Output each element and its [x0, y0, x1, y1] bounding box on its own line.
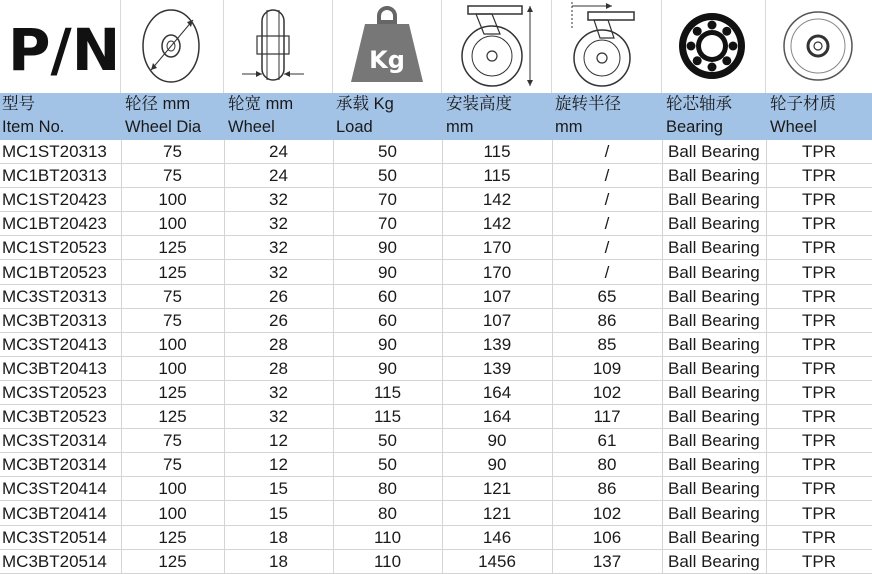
- table-header: [0, 93, 872, 140]
- header-mount-height: [446, 93, 551, 140]
- column-divider: [442, 140, 443, 573]
- cell-bearing: Ball Bearing: [668, 262, 760, 282]
- cell-wheel-width: 12: [269, 455, 288, 475]
- cell-mount-height: 164: [482, 383, 512, 402]
- cell-wheel-dia: 75: [163, 431, 182, 451]
- header-wheel-material: [770, 93, 870, 140]
- cell-bearing: Ball Bearing: [668, 551, 760, 571]
- cell-swivel-radius: 102: [592, 383, 622, 402]
- header-en-label: Bearing: [666, 118, 723, 136]
- cell-bearing: Ball Bearing: [668, 238, 760, 258]
- header-cn-label: 轮径 mm: [125, 95, 191, 113]
- cell-wheel-width: 32: [269, 238, 288, 258]
- bearing-icon: [662, 0, 766, 93]
- cell-load: 80: [378, 503, 397, 523]
- header-swivel-radius: [555, 93, 661, 140]
- cell-wheel-dia: 75: [163, 142, 182, 161]
- wheel-diameter-icon: [121, 0, 224, 93]
- wheel-width-cell: [224, 0, 333, 93]
- cell-wheel-width: 15: [269, 479, 288, 499]
- header-en-label: Wheel Dia: [125, 118, 202, 136]
- cell-swivel-radius: 109: [592, 358, 622, 378]
- wheel-diameter-cell: [121, 0, 224, 93]
- cell-swivel-radius: /: [604, 190, 610, 210]
- header-cn-label: 轮子材质: [770, 95, 836, 113]
- cell-load: 60: [378, 286, 397, 306]
- cell-load: 90: [378, 262, 397, 282]
- cell-item-no: MC3BT20314: [2, 455, 107, 475]
- cell-mount-height: 107: [482, 310, 512, 330]
- cell-wheel-dia: 75: [163, 166, 182, 186]
- cell-wheel-width: 24: [269, 166, 288, 186]
- header-en-label: Item No.: [2, 118, 65, 136]
- cell-wheel-material: TPR: [802, 310, 836, 330]
- cell-item-no: MC1ST20523: [2, 238, 107, 258]
- cell-load: 50: [378, 166, 397, 186]
- cell-item-no: MC3BT20313: [2, 310, 107, 330]
- cell-wheel-dia: 125: [158, 407, 187, 427]
- cell-swivel-radius: /: [604, 166, 610, 186]
- cell-wheel-dia: 75: [163, 310, 182, 330]
- cell-item-no: MC1BT20423: [2, 214, 107, 234]
- cell-bearing: Ball Bearing: [668, 166, 760, 186]
- cell-item-no: MC3BT20514: [2, 551, 107, 571]
- table-row: [0, 429, 872, 453]
- cell-mount-height: 121: [482, 479, 512, 499]
- cell-mount-height: 139: [482, 358, 512, 378]
- cell-wheel-material: TPR: [802, 503, 836, 523]
- table-row: [0, 381, 872, 405]
- header-en-label: Wheel: [770, 118, 817, 136]
- table-row: [0, 453, 872, 477]
- cell-mount-height: 170: [482, 262, 512, 282]
- cell-item-no: MC3ST20523: [2, 383, 107, 402]
- cell-load: 70: [378, 190, 397, 210]
- pn-logo-cell: [0, 0, 121, 93]
- header-en-label: mm: [446, 118, 474, 136]
- cell-wheel-width: 26: [269, 286, 288, 306]
- icon-row: [0, 0, 872, 93]
- cell-wheel-width: 28: [269, 358, 288, 378]
- table-row: [0, 405, 872, 429]
- cell-wheel-width: 18: [269, 551, 288, 571]
- bearing-cell: [662, 0, 766, 93]
- cell-wheel-material: TPR: [802, 407, 836, 427]
- cell-wheel-dia: 125: [158, 383, 187, 402]
- cell-item-no: MC1BT20313: [2, 166, 107, 186]
- cell-item-no: MC1BT20523: [2, 262, 107, 282]
- cell-wheel-dia: 100: [158, 503, 187, 523]
- cell-wheel-dia: 100: [158, 334, 187, 354]
- cell-wheel-material: TPR: [802, 286, 836, 306]
- cell-wheel-dia: 100: [158, 190, 187, 210]
- table-row: [0, 309, 872, 333]
- cell-swivel-radius: 80: [597, 455, 617, 475]
- cell-item-no: MC3ST20413: [2, 334, 107, 354]
- cell-bearing: Ball Bearing: [668, 190, 760, 210]
- header-en-label: mm: [555, 118, 583, 136]
- cell-wheel-dia: 100: [158, 479, 187, 499]
- cell-item-no: MC3BT20414: [2, 503, 107, 523]
- cell-wheel-width: 26: [269, 310, 288, 330]
- table-row: [0, 261, 872, 285]
- cell-wheel-material: TPR: [802, 455, 836, 475]
- table-row: [0, 357, 872, 381]
- cell-mount-height: 139: [482, 334, 512, 354]
- column-divider: [552, 140, 553, 573]
- table-row: [0, 236, 872, 260]
- cell-item-no: MC3BT20413: [2, 358, 107, 378]
- cell-swivel-radius: 117: [593, 407, 621, 427]
- cell-swivel-radius: /: [604, 214, 610, 234]
- header-item-no: [2, 93, 120, 140]
- cell-wheel-dia: 75: [163, 455, 182, 475]
- cell-mount-height: 142: [482, 190, 512, 210]
- wheel-material-icon: [766, 0, 872, 93]
- cell-wheel-material: TPR: [802, 334, 836, 354]
- cell-wheel-width: 32: [269, 190, 288, 210]
- mount-height-cell: [442, 0, 552, 93]
- cell-mount-height: 107: [482, 286, 512, 306]
- swivel-radius-icon: [552, 0, 662, 93]
- table-row: [0, 140, 872, 164]
- header-en-label: Load: [336, 118, 373, 136]
- cell-wheel-dia: 125: [158, 551, 187, 571]
- cell-wheel-material: TPR: [802, 262, 836, 282]
- cell-wheel-dia: 125: [158, 262, 187, 282]
- header-wheel-dia: [125, 93, 223, 140]
- cell-swivel-radius: 65: [597, 286, 617, 306]
- cell-swivel-radius: /: [604, 142, 610, 161]
- table-row: [0, 333, 872, 357]
- cell-load: 60: [378, 310, 397, 330]
- cell-bearing: Ball Bearing: [668, 479, 760, 499]
- cell-bearing: Ball Bearing: [668, 527, 760, 547]
- cell-swivel-radius: 86: [597, 310, 617, 330]
- cell-wheel-material: TPR: [802, 551, 836, 571]
- cell-load: 80: [378, 479, 397, 499]
- cell-bearing: Ball Bearing: [668, 455, 760, 475]
- cell-swivel-radius: 137: [592, 551, 622, 571]
- cell-wheel-dia: 75: [163, 286, 182, 306]
- cell-wheel-material: TPR: [802, 358, 836, 378]
- cell-load: 110: [373, 551, 402, 571]
- cell-swivel-radius: /: [604, 238, 610, 258]
- cell-load: 50: [378, 455, 397, 475]
- cell-swivel-radius: 102: [592, 503, 622, 523]
- cell-wheel-width: 32: [269, 407, 288, 427]
- cell-load: 90: [378, 358, 397, 378]
- cell-load: 70: [378, 214, 397, 234]
- cell-item-no: MC3BT20523: [2, 407, 107, 427]
- cell-wheel-width: 18: [269, 527, 288, 547]
- cell-load: 50: [378, 431, 397, 451]
- cell-item-no: MC3ST20313: [2, 286, 107, 306]
- cell-bearing: Ball Bearing: [668, 383, 760, 402]
- cell-bearing: Ball Bearing: [668, 503, 760, 523]
- pn-logo-icon: [0, 0, 121, 93]
- cell-bearing: Ball Bearing: [668, 358, 760, 378]
- header-cn-label: 安装高度: [446, 95, 512, 113]
- mount-height-icon: [442, 0, 552, 93]
- header-load: [336, 93, 441, 140]
- cell-wheel-material: TPR: [802, 142, 836, 161]
- cell-bearing: Ball Bearing: [668, 286, 760, 306]
- cell-bearing: Ball Bearing: [668, 431, 760, 451]
- cell-mount-height: 170: [482, 238, 512, 258]
- table-row: [0, 212, 872, 236]
- cell-item-no: MC3ST20314: [2, 431, 107, 451]
- header-cn-label: 轮芯轴承: [666, 95, 732, 113]
- svg-text:P/N: P/N: [8, 16, 121, 84]
- cell-load: 90: [378, 238, 397, 258]
- column-divider: [766, 140, 767, 573]
- header-bearing: [666, 93, 765, 140]
- swivel-radius-cell: [552, 0, 662, 93]
- cell-wheel-width: 24: [269, 142, 288, 161]
- table-row: [0, 477, 872, 501]
- wheel-material-cell: [766, 0, 872, 93]
- header-cn-label: 型号: [2, 95, 35, 113]
- table-row: [0, 285, 872, 309]
- cell-bearing: Ball Bearing: [668, 334, 760, 354]
- cell-mount-height: 115: [483, 166, 511, 186]
- cell-mount-height: 121: [482, 503, 512, 523]
- cell-wheel-material: TPR: [802, 214, 836, 234]
- header-cn-label: 旋转半径: [555, 95, 621, 113]
- cell-item-no: MC1ST20423: [2, 190, 107, 210]
- cell-mount-height: 146: [482, 527, 512, 547]
- cell-swivel-radius: 86: [597, 479, 617, 499]
- cell-item-no: MC3ST20514: [2, 527, 107, 547]
- cell-wheel-width: 32: [269, 214, 288, 234]
- cell-wheel-material: TPR: [802, 238, 836, 258]
- column-divider: [333, 140, 334, 573]
- cell-mount-height: 90: [487, 455, 507, 475]
- cell-mount-height: 142: [482, 214, 512, 234]
- header-cn-label: 承载 Kg: [336, 95, 394, 113]
- table-row: [0, 188, 872, 212]
- cell-bearing: Ball Bearing: [668, 142, 760, 161]
- cell-wheel-material: TPR: [802, 383, 836, 402]
- table-row: [0, 526, 872, 550]
- cell-wheel-material: TPR: [802, 431, 836, 451]
- cell-bearing: Ball Bearing: [668, 310, 760, 330]
- header-wheel-width: [228, 93, 332, 140]
- cell-load: 110: [373, 527, 402, 547]
- weight-cell: [333, 0, 442, 93]
- cell-wheel-material: TPR: [802, 166, 836, 186]
- cell-load: 90: [378, 334, 397, 354]
- header-cn-label: 轮宽 mm: [228, 95, 294, 113]
- table-row: [0, 502, 872, 526]
- cell-load: 115: [373, 407, 402, 427]
- cell-load: 115: [373, 383, 402, 402]
- cell-wheel-width: 12: [269, 431, 288, 451]
- cell-wheel-dia: 100: [158, 214, 187, 234]
- cell-swivel-radius: /: [604, 262, 610, 282]
- cell-wheel-width: 15: [269, 503, 288, 523]
- column-divider: [662, 140, 663, 573]
- table-row: [0, 550, 872, 574]
- cell-item-no: MC1ST20313: [2, 142, 107, 161]
- cell-wheel-dia: 100: [158, 358, 187, 378]
- cell-load: 50: [378, 142, 397, 161]
- cell-swivel-radius: 61: [597, 431, 617, 451]
- cell-wheel-width: 32: [269, 262, 288, 282]
- cell-wheel-width: 32: [269, 383, 288, 402]
- cell-bearing: Ball Bearing: [668, 407, 760, 427]
- cell-mount-height: 1456: [478, 551, 516, 571]
- cell-bearing: Ball Bearing: [668, 214, 760, 234]
- cell-swivel-radius: 106: [592, 527, 622, 547]
- cell-wheel-dia: 125: [158, 527, 187, 547]
- column-divider: [121, 140, 122, 573]
- cell-mount-height: 164: [482, 407, 512, 427]
- cell-wheel-dia: 125: [158, 238, 187, 258]
- header-en-label: Wheel: [228, 118, 275, 136]
- weight-icon: [333, 0, 442, 93]
- cell-wheel-material: TPR: [802, 479, 836, 499]
- svg-text:Kg: Kg: [369, 46, 405, 74]
- cell-wheel-material: TPR: [802, 527, 836, 547]
- cell-wheel-material: TPR: [802, 190, 836, 210]
- column-divider: [224, 140, 225, 573]
- cell-item-no: MC3ST20414: [2, 479, 107, 499]
- wheel-width-icon: [224, 0, 333, 93]
- cell-wheel-width: 28: [269, 334, 288, 354]
- cell-swivel-radius: 85: [597, 334, 617, 354]
- cell-mount-height: 115: [483, 142, 511, 161]
- table-row: [0, 164, 872, 188]
- cell-mount-height: 90: [487, 431, 507, 451]
